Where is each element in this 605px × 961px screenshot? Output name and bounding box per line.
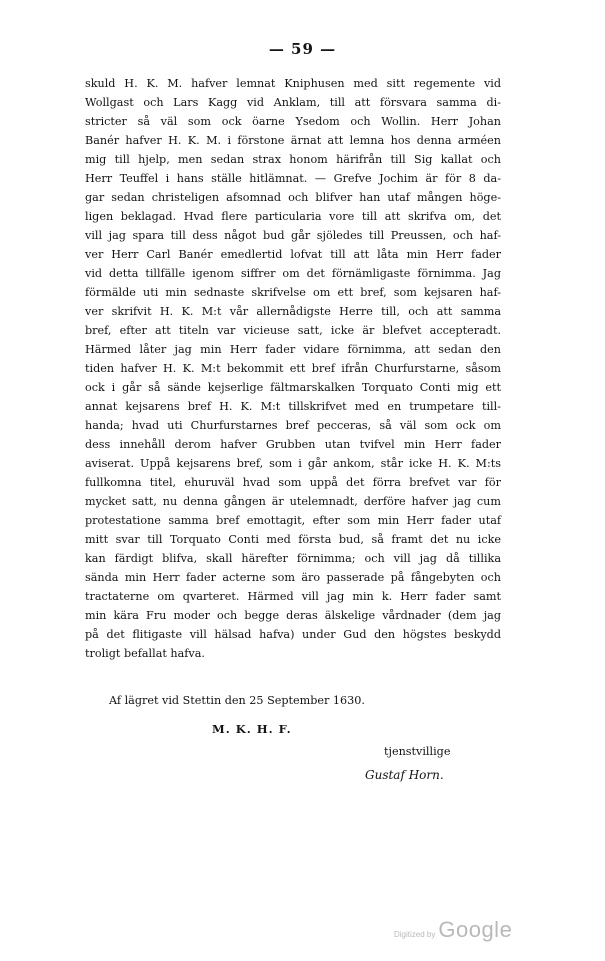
page-number: — 59 — <box>268 40 337 58</box>
text-line: Wollgast och Lars Kagg vid Anklam, till att försvara samma di- <box>85 96 501 109</box>
text-line: Härmed låter jag min Herr fader vidare förnimma, att sedan den <box>85 343 501 356</box>
text-line: mycket satt, nu denna gången är utelemnadt, derföre hafver jag cum <box>85 495 501 508</box>
text-line: kan färdigt blifva, skall härefter förnimma; och vill jag då tillika <box>85 552 501 565</box>
text-line: förmälde uti min sednaste skrifvelse om ett bref, som kejsaren haf- <box>85 286 501 299</box>
digitization-watermark <box>394 917 512 943</box>
text-line: mig till hjelp, men sedan strax honom härifrån till Sig kallat och <box>85 153 501 166</box>
text-line: ver Herr Carl Banér emedlertid lofvat till att låta min Herr fader <box>85 248 501 261</box>
text-line: på det flitigaste vill hälsad hafva) under Gud den högstes beskydd <box>85 628 501 641</box>
text-line: protestatione samma bref emottagit, efter som min Herr fader utaf <box>85 514 501 527</box>
dateline: Af lägret vid Stettin den 25 September 1630. <box>109 694 365 707</box>
closing-salutation: tjenstvillige <box>384 745 451 758</box>
text-line: tractaterne om qvarteret. Härmed vill jag min k. Herr fader samt <box>85 590 501 603</box>
text-line: Banér hafver H. K. M. i förstone ärnat att lemna hos denna arméen <box>85 134 501 147</box>
text-line: sända min Herr fader acterne som äro passerade på fångebyten och <box>85 571 501 584</box>
text-line: min kära Fru moder och begge deras älskelige vårdnader (dem jag <box>85 609 501 622</box>
recipient-initials: M. K. H. F. <box>212 722 292 736</box>
text-line: dess innehåll derom hafver Grubben utan tvifvel min Herr fader <box>85 438 501 451</box>
letter-body <box>85 74 501 663</box>
text-line: stricter så väl som ock öarne Ysedom och Wollin. Herr Johan <box>85 115 501 128</box>
text-line: mitt svar till Torquato Conti med första bud, så framt det nu icke <box>85 533 501 546</box>
text-line: tiden hafver H. K. M:t bekommit ett bref ifrån Churfurstarne, såsom <box>85 362 501 375</box>
text-line: ver skrifvit H. K. M:t vår allernådigste Herre till, och att samma <box>85 305 501 318</box>
text-line: bref, efter att titeln var vicieuse satt, icke är blefvet accepteradt. <box>85 324 501 337</box>
text-line: handa; hvad uti Churfurstarnes bref pecceras, så väl som ock om <box>85 419 501 432</box>
text-line: skuld H. K. M. hafver lemnat Kniphusen med sitt regemente vid <box>85 77 501 90</box>
google-logo: Google <box>438 917 513 942</box>
text-line: ligen beklagad. Hvad flere particularia vore till att skrifva om, det <box>85 210 501 223</box>
text-line: aviserat. Uppå kejsarens bref, som i går ankom, står icke H. K. M:ts <box>85 457 501 470</box>
text-line: fullkomna titel, ehuruväl hvad som uppå det förra brefvet var för <box>85 476 501 489</box>
text-line: troligt befallat hafva. <box>85 647 205 660</box>
signature: Gustaf Horn. <box>365 768 444 782</box>
text-line: Herr Teuffel i hans ställe hitlämnat. — Grefve Jochim är för 8 da- <box>85 172 501 185</box>
text-line: ock i går så sände kejserlige fältmarskalken Torquato Conti mig ett <box>85 381 501 394</box>
text-line: vill jag spara till dess något bud går sjöledes till Preussen, och haf- <box>85 229 501 242</box>
text-line: annat kejsarens bref H. K. M:t tillskrifvet med en trumpetare till- <box>85 400 501 413</box>
text-line: vid detta tillfälle igenom siffrer om det förnämligaste förnimma. Jag <box>85 267 501 280</box>
watermark-prefix: Digitized by <box>394 930 436 939</box>
text-line: gar sedan christeligen afsomnad och blifver han utaf mången höge- <box>85 191 501 204</box>
